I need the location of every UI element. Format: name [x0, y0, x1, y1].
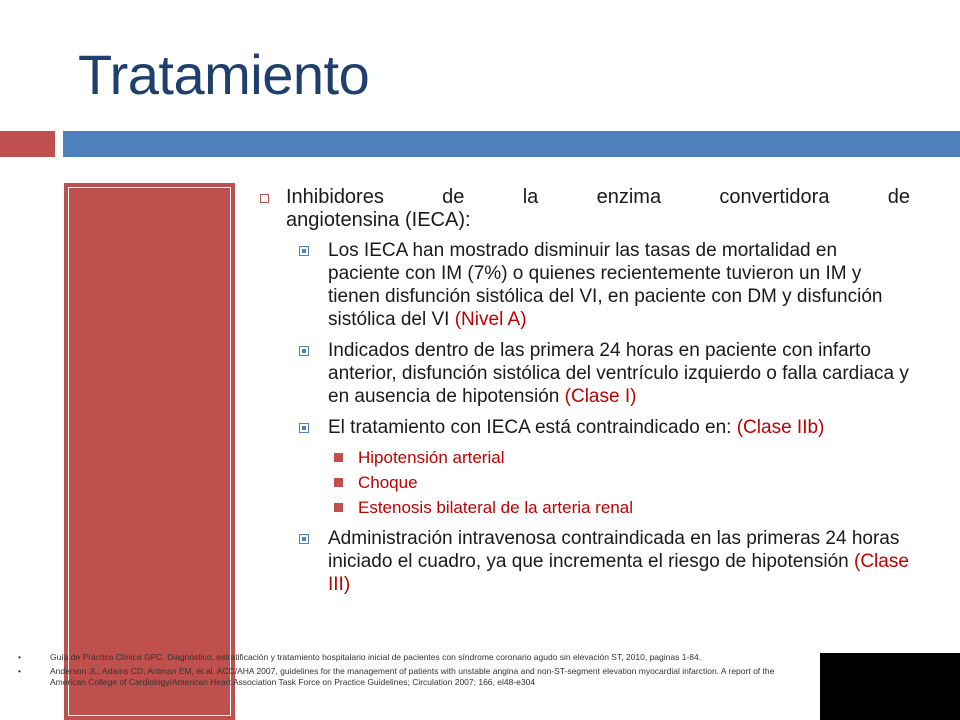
- filled-square-bullet-icon: [334, 453, 343, 462]
- left-decorative-panel: [64, 183, 235, 720]
- square-bullet-icon: [299, 534, 309, 544]
- reference-text: Guía de Práctica Clínica GPC, Diagnóstico, estratificación y tratamiento hospitalario inicial de pacientes con síndrome coronario agudo sin elevación ST, 2010, paginas 1-84.: [50, 652, 702, 662]
- reference-text: Anderson JL, Adams CD, Antman EM, et al. ACC/AHA 2007, guidelines for the management of patients with unstable angina and non-ST-segment elevation myocardial infarction. A report of the American College of Cardiology/American Heart Association Task Force on Practice Guidelines; Circulation 2007; 166, el48-e304: [50, 666, 775, 687]
- filled-square-bullet-icon: [334, 478, 343, 487]
- main-bullet-text-line1: Inhibidores de la enzima convertidora de: [286, 186, 910, 208]
- sub-bullet-contraindicated: [258, 416, 910, 439]
- corner-black-block: [820, 653, 960, 720]
- references-footnote: [18, 652, 808, 691]
- sub-bullet-text: Indicados dentro de las primera 24 horas en paciente con infarto anterior, disfunción sistólica del ventrículo izquierdo o falla cardiaca y en ausencia de hipotensión: [328, 340, 909, 407]
- square-bullet-icon: [299, 346, 309, 356]
- sub-bullet-iv-administration: [258, 527, 910, 596]
- square-bullet-icon: [299, 423, 309, 433]
- reference-item: [18, 652, 808, 663]
- main-bullet: [258, 186, 910, 232]
- reference-bullet: •: [18, 666, 21, 676]
- contraindication-text: Choque: [358, 473, 418, 492]
- sub-bullet-text: El tratamiento con IECA está contraindicado en:: [328, 417, 737, 438]
- square-bullet-icon: [299, 246, 309, 256]
- recommendation-class-label: (Clase IIb): [736, 417, 825, 438]
- contraindication-item: [258, 447, 910, 468]
- sub-bullet-indications: [258, 339, 910, 408]
- title-accent-bar-blue: [63, 131, 960, 157]
- filled-square-bullet-icon: [334, 503, 343, 512]
- contraindication-text: Estenosis bilateral de la arteria renal: [358, 498, 633, 517]
- sub-bullet-mortality: [258, 239, 910, 331]
- reference-bullet: •: [18, 652, 21, 662]
- slide-body: [258, 186, 910, 604]
- sub-bullet-text: Los IECA han mostrado disminuir las tasas de mortalidad en paciente con IM (7%) o quienes recientemente tuvieron un IM y tienen disfunción sistólica del VI, en paciente con DM y disfunción sistólica del VI: [328, 240, 883, 330]
- contraindication-item: [258, 497, 910, 518]
- hollow-square-bullet-icon: [260, 194, 269, 203]
- sub-bullet-text: Administración intravenosa contraindicada en las primeras 24 horas iniciado el cuadro, ya que incrementa el riesgo de hipotensión: [328, 528, 900, 572]
- reference-item: [18, 666, 808, 688]
- evidence-level-label: (Nivel A): [454, 309, 527, 330]
- contraindication-item: [258, 472, 910, 493]
- main-bullet-text-line2: angiotensina (IECA):: [286, 209, 471, 231]
- recommendation-class-label: (Clase III): [328, 551, 909, 595]
- contraindication-text: Hipotensión arterial: [358, 448, 505, 467]
- recommendation-class-label: (Clase I): [564, 386, 637, 407]
- slide-title: Tratamiento: [78, 43, 370, 106]
- title-accent-bar-red: [0, 131, 55, 157]
